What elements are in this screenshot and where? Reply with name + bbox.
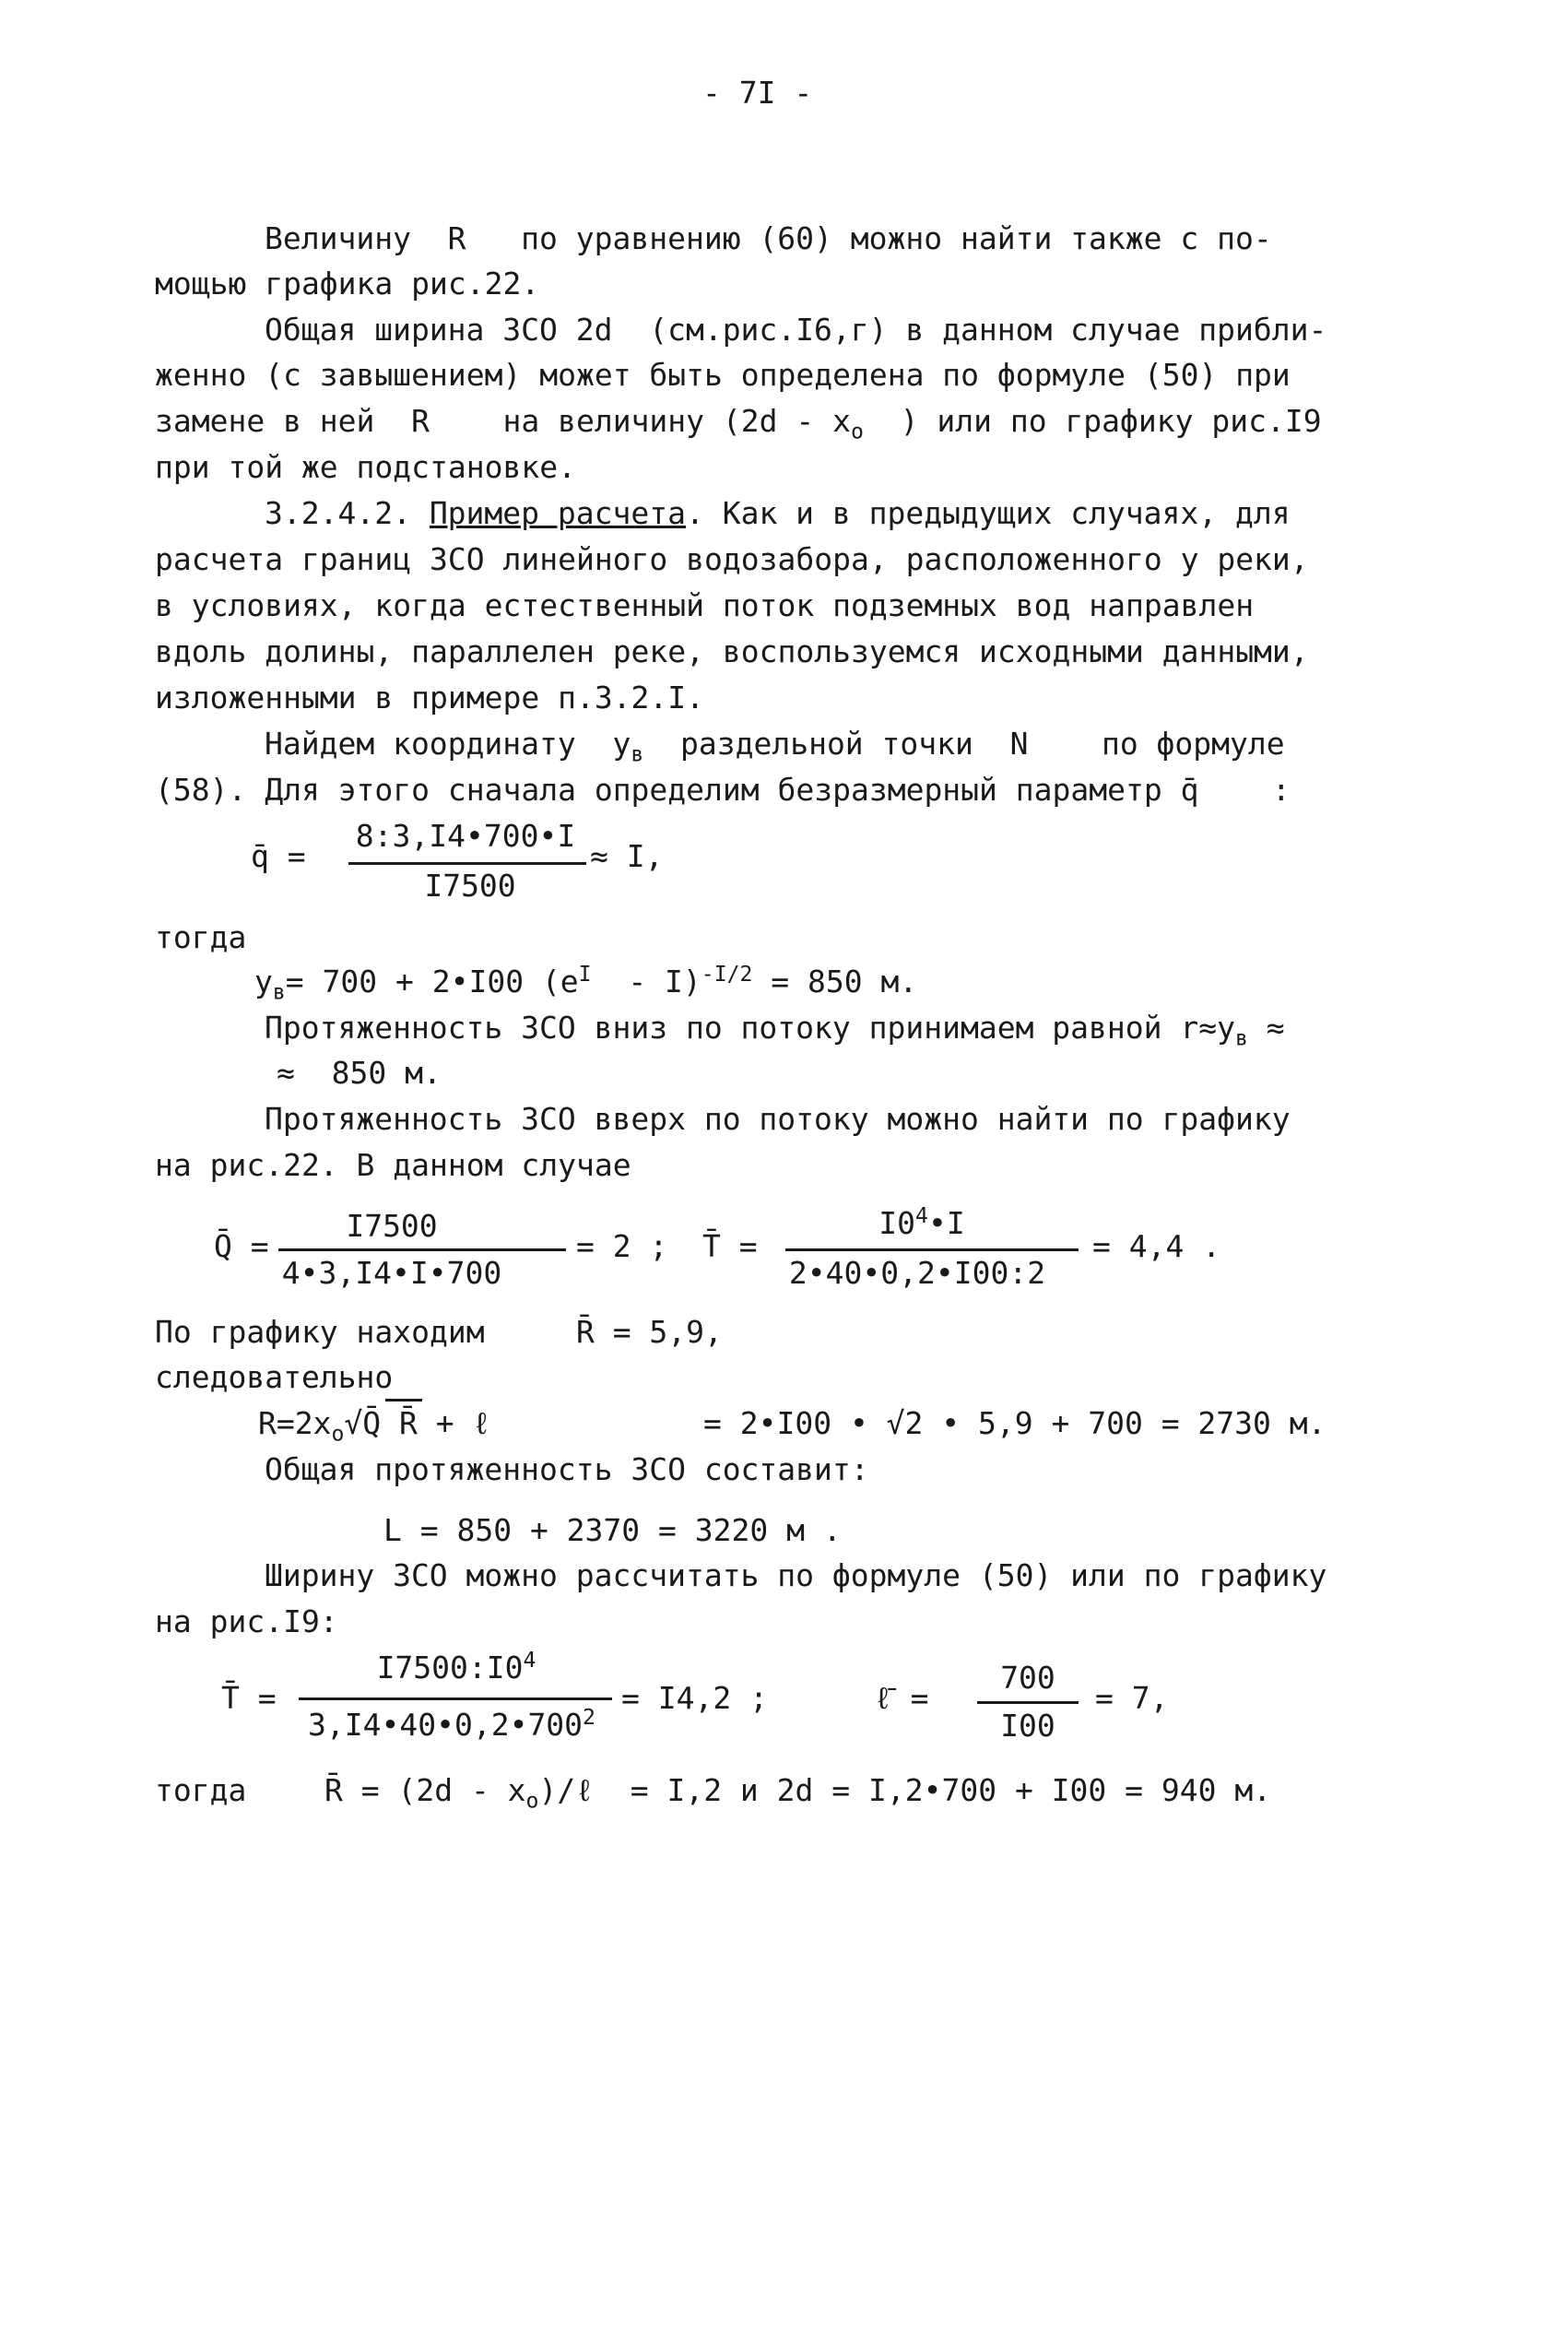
p2-line1: Общая ширина ЗСО 2d (см.рис.I6,г) в данном случае прибли-	[265, 312, 1327, 348]
eq-q-lhs: q̄ =	[251, 838, 306, 874]
eq-l-fraction-bar	[977, 1701, 1079, 1704]
word-togda-1: тогда	[155, 919, 247, 955]
eq-l-rhs: = 7,	[1095, 1680, 1169, 1716]
p2-line3: замене в ней R на величину ($2d - x_o$ ) или по графику рис.I9	[155, 403, 1322, 444]
p5-line1: Протяженность ЗСО вниз по потоку принимаем равной $r\approx y_в$ ≈	[265, 1010, 1285, 1051]
eq-T-fraction-bar	[785, 1248, 1079, 1251]
eq-q-numerator: 8:3,I4•700•I	[355, 818, 576, 854]
eq-yv: $y_в= 700$ + 2•I00 $(e^I - I)^{-I/2} = 850$ м.	[254, 963, 918, 1005]
p9-line1: Ширину ЗСО можно рассчитать по формуле (50) или по графику	[265, 1557, 1327, 1593]
p7-line1: По графику находим R̄ = 5,9,	[155, 1314, 723, 1350]
p4-line1: Найдем координату $y_в$ раздельной точки N по формуле	[265, 726, 1285, 767]
eq-l-lhs: ℓ̄ =	[874, 1680, 929, 1716]
sqrt-overbar	[385, 1399, 422, 1402]
eq-q-fraction-bar	[348, 862, 586, 865]
eq-T2-denominator: $3,I4•40•0,2•700^2$	[308, 1706, 595, 1743]
eq-Q-denominator: 4•3,I4•I•700	[281, 1255, 502, 1291]
p4-line2: (58). Для этого сначала определим безразмерный параметр q̄ :	[155, 772, 1291, 808]
p6-line2: на рис.22. В данном случае	[155, 1147, 631, 1183]
p8-line1: Общая протяженность ЗСО составит:	[265, 1451, 869, 1487]
last-togda: тогда	[155, 1772, 247, 1808]
p2-line2: женно (с завышением) может быть определена по формуле (50) при	[155, 357, 1291, 393]
eq-R-lhs: $R=2x_o√Q̄$ R̄ + ℓ	[258, 1405, 491, 1447]
p2-line4: при той же подстановке.	[155, 449, 576, 485]
eq-T2-fraction-bar	[299, 1697, 612, 1700]
eq-q-denominator: I7500	[424, 868, 516, 904]
eq-T2-numerator: $I7500:I0^4$	[376, 1649, 536, 1685]
eq-l-numerator: 700	[1000, 1660, 1055, 1696]
eq-q-rhs: ≈ I,	[590, 838, 664, 874]
p3-line5: изложенными в примере п.3.2.I.	[155, 680, 705, 716]
eq-Q-lhs: Q̄ =	[214, 1228, 269, 1264]
eq-T-rhs: = 4,4 .	[1092, 1228, 1221, 1264]
p8-eq: L = 850 + 2370 = 3220 м .	[383, 1512, 842, 1548]
p5-line2: ≈ 850 м.	[277, 1055, 442, 1091]
p6-line1: Протяженность ЗСО вверх по потоку можно найти по графику	[265, 1101, 1291, 1137]
eq-R-rhs: = 2•I00 • √2 • 5,9 + 700 = 2730 м.	[703, 1405, 1326, 1441]
sqrt-icon: √	[344, 1405, 363, 1441]
eq-l-denominator: I00	[1000, 1708, 1055, 1744]
eq-T2-lhs: T̄ =	[221, 1680, 277, 1716]
eq-Q-fraction-bar	[278, 1248, 566, 1251]
p9-line2: на рис.I9:	[155, 1603, 338, 1639]
page-number: - 7I -	[702, 75, 813, 111]
p3-line4: вдоль долины, параллелен реке, воспользуемся исходными данными,	[155, 633, 1309, 669]
last-equation: R̄ = $(2d - x_o)/\ell = I,2$ и 2d = I,2•700 + I00 = 940 м.	[324, 1772, 1272, 1814]
p1-line2: мощью графика рис.22.	[155, 266, 540, 302]
eq-T-denominator: 2•40•0,2•I00:2	[788, 1255, 1046, 1291]
eq-T-lhs: T̄ =	[702, 1228, 758, 1264]
eq-Q-rhs: = 2 ;	[576, 1228, 668, 1264]
section-heading: Пример расчета	[429, 495, 686, 531]
p1-line1: Величину R по уравнению (60) можно найти также с по-	[265, 220, 1272, 256]
eq-Q-numerator: I7500	[346, 1208, 438, 1244]
eq-T-numerator: $I0^4•I$	[878, 1204, 965, 1241]
p7-line2: следовательно	[155, 1359, 394, 1395]
p3-line1: 3.2.4.2. Пример расчета. Как и в предыдущих случаях, для	[265, 495, 1291, 531]
p3-line2: расчета границ ЗСО линейного водозабора, расположенного у реки,	[155, 541, 1309, 577]
eq-T2-rhs: = I4,2 ;	[621, 1680, 768, 1716]
section-number: 3.2.4.2.	[265, 495, 430, 531]
p3-line3: в условиях, когда естественный поток подземных вод направлен	[155, 587, 1255, 623]
